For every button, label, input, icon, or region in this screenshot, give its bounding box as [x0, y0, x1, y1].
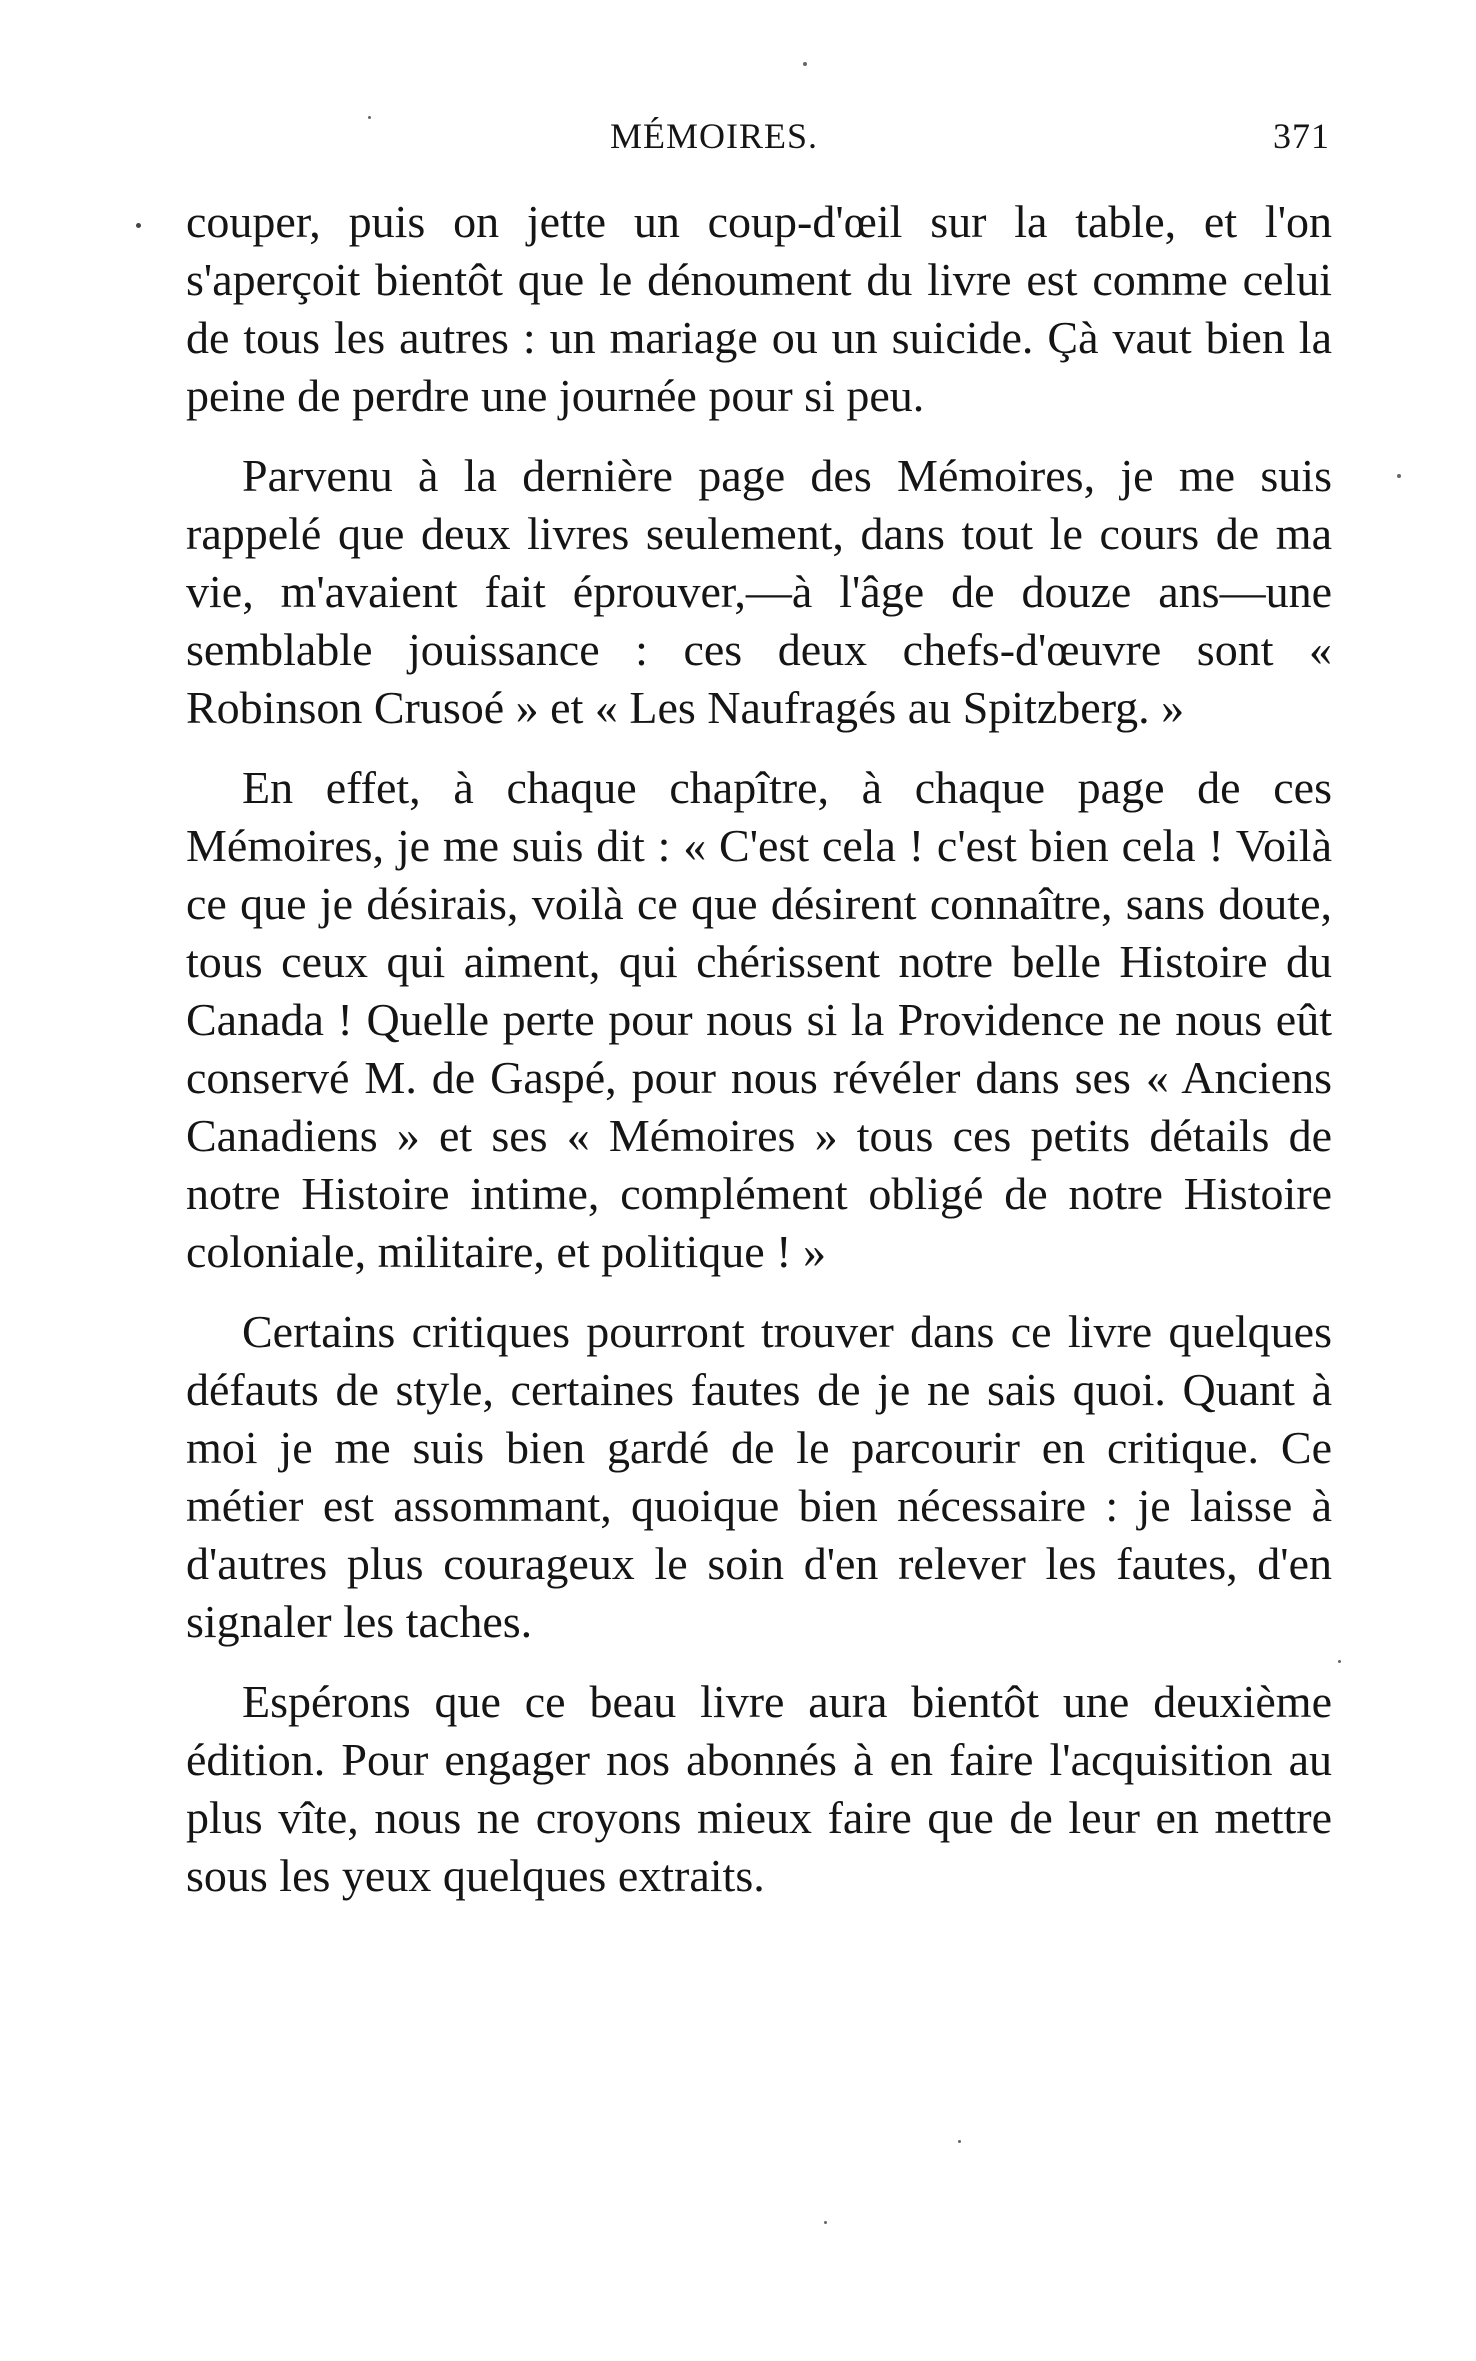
paper-speck [803, 62, 807, 66]
paper-speck [824, 2221, 827, 2224]
paragraph-en-effet: En effet, à chaque chapître, à chaque page de ces Mémoires, je me suis dit : « C'est cela ! c'est bien cela ! Voilà ce que je désirais, voilà ce que désirent connaître, sans doute, tous ceux qui aiment, qui chérissent notre belle Histoire du Canada ! Quelle perte pour nous si la Providence ne nous eût conservé M. de Gaspé, pour nous révéler dans ses « Anciens Canadiens » et ses « Mémoires » tous ces petits détails de notre Histoire intime, complément obligé de notre Histoire coloniale, militaire, et politique ! » [186, 762, 1332, 1277]
page-number: 371 [1273, 116, 1330, 156]
paper-speck [958, 2140, 961, 2143]
paragraph-continuation: couper, puis on jette un coup-d'œil sur la table, et l'on s'aperçoit bientôt que le dénoument du livre est comme celui de tous les autres : un mariage ou un suicide. Çà vaut bien la peine de perdre une journée pour si peu. [186, 196, 1332, 421]
body-text [186, 193, 1332, 1905]
paragraph-memoires: Parvenu à la dernière page des Mémoires, je me suis rappelé que deux livres seulement, dans tout le cours de ma vie, m'avaient fait éprouver,—à l'âge de douze ans—une semblable jouissance : ces deux chefs-d'œuvre sont « Robinson Crusoé » et « Les Naufragés au Spitzberg. » [186, 450, 1332, 733]
paragraph-critiques: Certains critiques pourront trouver dans ce livre quelques défauts de style, certaines fautes de je ne sais quoi. Quant à moi je me suis bien gardé de le parcourir en critique. Ce métier est assommant, quoique bien nécessaire : je laisse à d'autres plus courageux le soin d'en relever les fautes, d'en signaler les taches. [186, 1306, 1332, 1647]
margin-mark [136, 223, 141, 228]
page-header [610, 106, 1330, 166]
running-title: MÉMOIRES. [610, 116, 819, 156]
paragraph-esperons: Espérons que ce beau livre aura bientôt une deuxième édition. Pour engager nos abonnés à en faire l'acquisition au plus vîte, nous ne croyons mieux faire que de leur en mettre sous les yeux quelques extraits. [186, 1676, 1332, 1901]
paper-speck [368, 116, 371, 119]
paper-speck [1338, 1660, 1341, 1663]
paper-speck [1397, 474, 1401, 478]
